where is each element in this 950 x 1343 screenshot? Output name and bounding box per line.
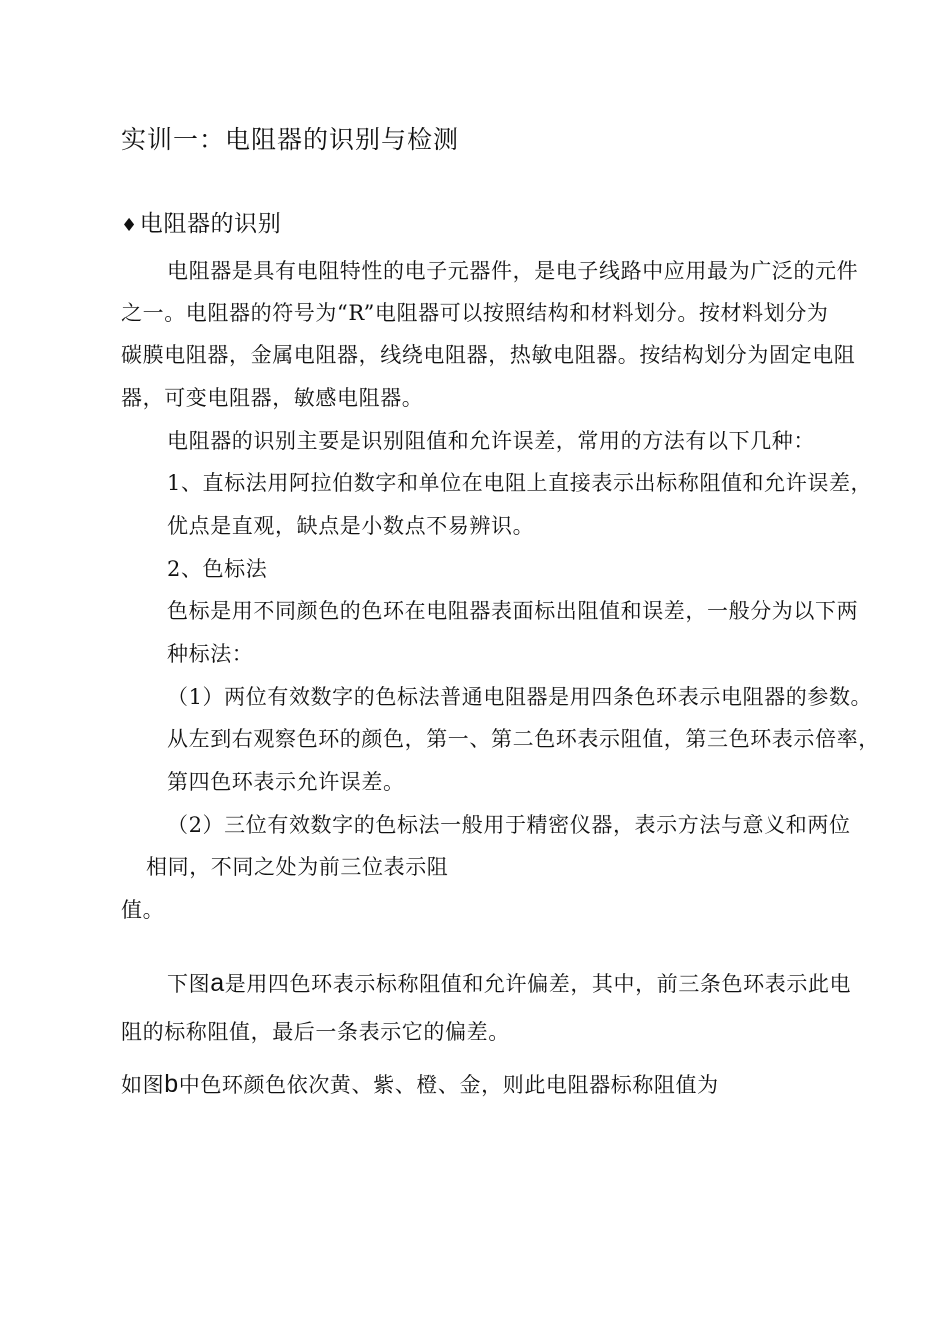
figure-a-line (167, 969, 851, 998)
sub-item-cont: 从左到右观察色环的颜色，第一、第二色环表示阻值，第三色环表示倍率， (167, 727, 880, 751)
section-heading-text: 电阻器的识别 (139, 211, 282, 237)
sub-item-cont: 相同，不同之处为前三位表示阻 (146, 855, 449, 879)
paragraph-line: 电阻器是具有电阻特性的电子元器件，是电子线路中应用最为广泛的元件 (167, 259, 859, 283)
figure-b-pre: 如图 (121, 1073, 165, 1097)
figure-b-line (121, 1070, 719, 1099)
sub-item: （1）两位有效数字的色标法普通电阻器是用四条色环表示电阻器的参数。 (167, 685, 873, 709)
page-title: 实训一：电阻器的识别与检测 (121, 125, 460, 154)
paragraph-line: 电阻器的识别主要是识别阻值和允许误差，常用的方法有以下几种： (167, 429, 815, 453)
list-item-cont: 优点是直观，缺点是小数点不易辨识。 (167, 514, 535, 538)
paragraph-line: 器，可变电阻器，敏感电阻器。 (121, 386, 424, 410)
list-item: 1、直标法用阿拉伯数字和单位在电阻上直接表示出标称阻值和允许误差， (167, 471, 873, 495)
list-item: 2、色标法 (167, 557, 268, 581)
sub-item-cont: 值。 (121, 898, 165, 922)
paragraph-line: 种标法： (167, 642, 254, 666)
diamond-bullet-icon: ♦ (121, 215, 138, 236)
sub-item: （2）三位有效数字的色标法一般用于精密仪器，表示方法与意义和两位 (167, 813, 851, 837)
paragraph-line: 色标是用不同颜色的色环在电阻器表面标出阻值和误差，一般分为以下两 (167, 599, 859, 623)
figure-a-pre: 下图 (167, 972, 211, 996)
figure-b-letter: b (164, 1070, 179, 1098)
paragraph-line: 之一。电阻器的符号为“R”电阻器可以按照结构和材料划分。按材料划分为 (121, 301, 829, 325)
figure-a-letter: a (210, 969, 225, 997)
figure-a-cont: 阻的标称阻值，最后一条表示它的偏差。 (121, 1020, 510, 1044)
figure-a-post: 是用四色环表示标称阻值和允许偏差，其中，前三条色环表示此电 (224, 972, 852, 996)
sub-item-cont: 第四色环表示允许误差。 (167, 770, 405, 794)
section-heading (121, 210, 281, 240)
figure-b-post: 中色环颜色依次黄、紫、橙、金，则此电阻器标称阻值为 (178, 1073, 719, 1097)
paragraph-line: 碳膜电阻器，金属电阻器，线绕电阻器，热敏电阻器。按结构划分为固定电阻 (121, 343, 856, 367)
